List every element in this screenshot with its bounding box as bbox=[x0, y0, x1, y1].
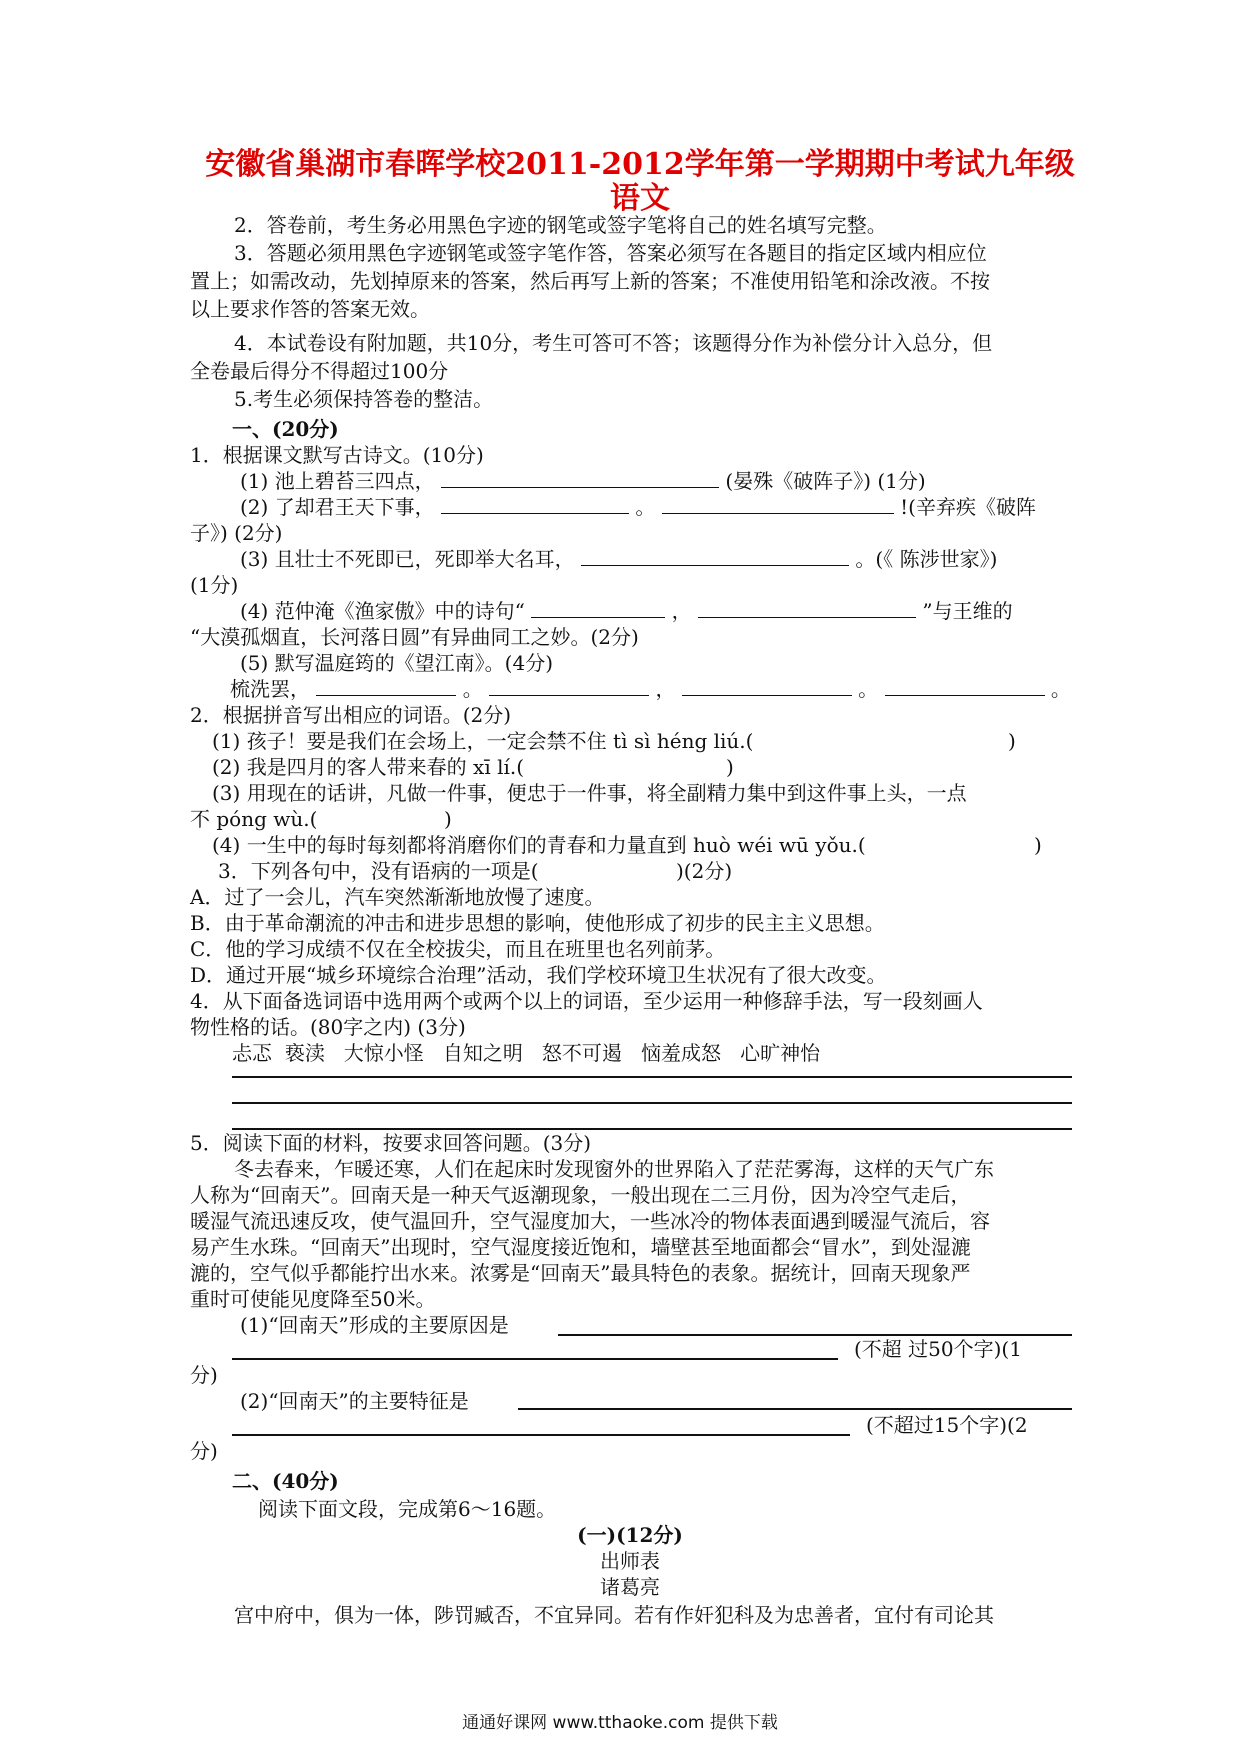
q3-option-b: B．由于革命潮流的冲击和进步思想的影响，使他形成了初步的民主主义思想。 bbox=[190, 911, 885, 935]
instruction-4: 4．本试卷设有附加题，共10分，考生可答可不答；该题得分作为补偿分计入总分，但 bbox=[234, 331, 993, 355]
q2-item4 bbox=[212, 832, 1092, 858]
q2-item3-cont bbox=[190, 806, 1070, 832]
q1-item5-start: 梳洗罢， bbox=[230, 677, 310, 701]
q1-item3-cont: (1分) bbox=[190, 573, 239, 597]
q1-item1-suffix: (晏殊《破阵子》) (1分) bbox=[725, 469, 926, 493]
q1-item2-cont: 子》) (2分) bbox=[190, 521, 283, 545]
q1-item5-sep1: 。 bbox=[462, 677, 483, 701]
q1-item2-prefix: (2) 了却君王天下事， bbox=[240, 495, 435, 519]
q3-stem: 3．下列各句中，没有语病的一项是( bbox=[218, 859, 539, 883]
q4-answer-line-1[interactable] bbox=[232, 1076, 1072, 1078]
q4-word-list: 忐忑 亵渎 大惊小怪 自知之明 怒不可遏 恼羞成怒 心旷神怡 bbox=[232, 1041, 821, 1065]
q1-item4-prefix: (4) 范仲淹《渔家傲》中的诗句“ bbox=[240, 599, 525, 623]
q1-item4-mid: ， bbox=[671, 599, 692, 623]
instruction-3-cont2: 以上要求作答的答案无效。 bbox=[190, 297, 430, 321]
q1-item1-prefix: (1) 池上碧苔三四点， bbox=[240, 469, 435, 493]
q2-item3: (3) 用现在的话讲，凡做一件事，便忠于一件事，将全副精力集中到这件事上头，一点 bbox=[212, 781, 967, 805]
q5-sub1-cont: 分) bbox=[190, 1363, 218, 1387]
q2-item3-close: ) bbox=[444, 807, 452, 831]
q5-passage-6: 重时可使能见度降至50米。 bbox=[190, 1287, 436, 1311]
q1-item2-blank1[interactable] bbox=[441, 495, 629, 514]
q1-item2-blank2[interactable] bbox=[662, 495, 894, 514]
q1-item4-blank1[interactable] bbox=[531, 599, 665, 618]
q1-item5-blank2[interactable] bbox=[489, 677, 649, 696]
q5-sub2-limit: (不超过15个字)(2 bbox=[866, 1413, 1028, 1437]
q5-sub1-line2[interactable] bbox=[232, 1358, 838, 1360]
text-author: 诸葛亮 bbox=[600, 1575, 660, 1599]
q2-item3-cont-text: 不 póng wù.( bbox=[190, 807, 318, 831]
q2-item2-close: ) bbox=[726, 755, 734, 779]
instruction-5: 5.考生必须保持答卷的整洁。 bbox=[234, 387, 494, 411]
q2-item4-close: ) bbox=[1034, 833, 1042, 857]
q4-answer-line-2[interactable] bbox=[232, 1102, 1072, 1104]
q5-sub2-line2[interactable] bbox=[232, 1434, 850, 1436]
q5-passage-1: 冬去春来，乍暖还寒，人们在起床时发现窗外的世界陷入了茫茫雾海，这样的天气广东 bbox=[234, 1157, 994, 1181]
section2-intro: 阅读下面文段，完成第6～16题。 bbox=[258, 1497, 557, 1521]
q1-item4-suffix: ”与王维的 bbox=[922, 599, 1013, 623]
q1-item2 bbox=[240, 494, 1070, 520]
q2-item2 bbox=[212, 754, 1092, 780]
q1-item2-suffix: !(辛弃疾《破阵 bbox=[900, 495, 1036, 519]
q3-option-c: C．他的学习成绩不仅在全校拔尖，而且在班里也名列前茅。 bbox=[190, 937, 726, 961]
page-footer: 通通好课网 www.tthaoke.com 提供下载 bbox=[462, 1713, 778, 1733]
q1-item4 bbox=[240, 598, 1070, 624]
q1-item5: (5) 默写温庭筠的《望江南》。(4分) bbox=[240, 651, 554, 675]
q5-passage-3: 暖湿气流迅速反攻，使气温回升，空气湿度加大，一些冰冷的物体表面遇到暖湿气流后，容 bbox=[190, 1209, 990, 1233]
q1-item5-sep2: ， bbox=[655, 677, 676, 701]
exam-title-line1: 安徽省巢湖市春晖学校2011-2012学年第一学期期中考试九年级 bbox=[205, 147, 1075, 182]
q2-stem: 2．根据拼音写出相应的词语。(2分) bbox=[190, 703, 512, 727]
q5-passage-2: 人称为“回南天”。回南天是一种天气返潮现象，一般出现在二三月份，因为冷空气走后， bbox=[190, 1183, 971, 1207]
q1-item3-suffix: 。(《 陈涉世家》) bbox=[855, 547, 998, 571]
q4-stem-cont: 物性格的话。(80字之内) (3分) bbox=[190, 1015, 466, 1039]
text-title: 出师表 bbox=[600, 1549, 660, 1573]
q5-sub1-limit: (不超 过50个字)(1 bbox=[854, 1337, 1022, 1361]
q1-item5-lines bbox=[230, 676, 1070, 702]
q1-item5-blank4[interactable] bbox=[885, 677, 1045, 696]
instruction-3-cont1: 置上；如需改动，先划掉原来的答案，然后再写上新的答案；不准使用铅笔和涂改液。不按 bbox=[190, 269, 990, 293]
q1-item4-cont: “大漠孤烟直，长河落日圆”有异曲同工之妙。(2分) bbox=[190, 625, 639, 649]
q5-sub2-cont: 分) bbox=[190, 1439, 218, 1463]
q1-item1-blank[interactable] bbox=[441, 469, 719, 488]
text-first-line: 宫中府中，俱为一体，陟罚臧否，不宜异同。若有作奸犯科及为忠善者，宜付有司论其 bbox=[234, 1603, 994, 1627]
q1-item3 bbox=[240, 546, 1070, 572]
q1-item5-blank1[interactable] bbox=[316, 677, 456, 696]
q3-stem-end: )(2分) bbox=[676, 859, 733, 883]
q5-sub2-text: (2)“回南天”的主要特征是 bbox=[240, 1389, 469, 1413]
q2-item1-close: ) bbox=[1008, 729, 1016, 753]
instruction-3: 3．答题必须用黑色字迹钢笔或签字笔作答，答案必须写在各题目的指定区域内相应位 bbox=[234, 241, 987, 265]
part1-heading: (一)(12分) bbox=[577, 1523, 683, 1547]
q1-item1 bbox=[240, 468, 1070, 494]
q1-item3-blank[interactable] bbox=[581, 547, 849, 566]
instruction-4-cont: 全卷最后得分不得超过100分 bbox=[190, 359, 449, 383]
q2-item1-text: (1) 孩子！要是我们在会场上，一定会禁不住 tì sì héng liú.( bbox=[212, 729, 754, 753]
q4-stem: 4．从下面备选词语中选用两个或两个以上的词语，至少运用一种修辞手法，写一段刻画人 bbox=[190, 989, 983, 1013]
q3-option-a: A．过了一会儿，汽车突然渐渐地放慢了速度。 bbox=[190, 885, 605, 909]
instruction-2: 2．答卷前，考生务必用黑色字迹的钢笔或签字笔将自己的姓名填写完整。 bbox=[234, 213, 887, 237]
q3-option-d: D．通过开展“城乡环境综合治理”活动，我们学校环境卫生状况有了很大改变。 bbox=[190, 963, 887, 987]
q1-item5-end: 。 bbox=[1050, 677, 1071, 701]
q1-item4-blank2[interactable] bbox=[698, 599, 916, 618]
section1-heading: 一、(20分) bbox=[232, 417, 339, 441]
q1-item5-blank3[interactable] bbox=[682, 677, 852, 696]
q5-passage-4: 易产生水珠。“回南天”出现时，空气湿度接近饱和，墙壁甚至地面都会“冒水”，到处湿漉 bbox=[190, 1235, 971, 1259]
q2-item4-text: (4) 一生中的每时每刻都将消磨你们的青春和力量直到 huò wéi wū yǒu.( bbox=[212, 833, 866, 857]
q5-sub2-line1[interactable] bbox=[518, 1408, 1072, 1410]
exam-title-line2: 语文 bbox=[610, 181, 670, 216]
q2-item2-text: (2) 我是四月的客人带来春的 xī lí.( bbox=[212, 755, 525, 779]
q1-item5-sep3: 。 bbox=[858, 677, 879, 701]
q5-stem: 5．阅读下面的材料，按要求回答问题。(3分) bbox=[190, 1131, 592, 1155]
q5-sub1-text: (1)“回南天”形成的主要原因是 bbox=[240, 1313, 509, 1337]
q5-sub2 bbox=[240, 1388, 1070, 1414]
q1-item2-mid: 。 bbox=[635, 495, 656, 519]
q2-item1 bbox=[212, 728, 1092, 754]
q1-item3-prefix: (3) 且壮士不死即已，死即举大名耳， bbox=[240, 547, 575, 571]
q5-passage-5: 漉的，空气似乎都能拧出水来。浓雾是“回南天”最具特色的表象。据统计，回南天现象严 bbox=[190, 1261, 971, 1285]
q1-stem: 1．根据课文默写古诗文。(10分) bbox=[190, 443, 484, 467]
section2-heading: 二、(40分) bbox=[232, 1469, 339, 1493]
